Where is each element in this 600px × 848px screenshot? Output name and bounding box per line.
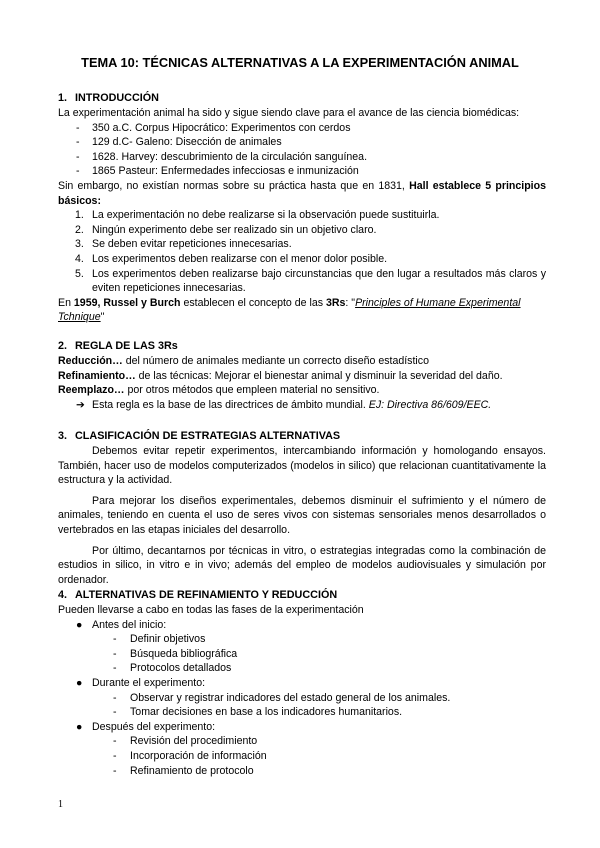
list-item: - 129 d.C- Galeno: Disección de animales	[58, 135, 546, 150]
section-title: ALTERNATIVAS DE REFINAMIENTO Y REDUCCIÓN	[75, 589, 338, 601]
section-heading	[58, 588, 546, 603]
list-item	[58, 720, 546, 778]
bold-text: 1959, Russel y Burch	[73, 296, 181, 309]
rule-text: de las técnicas: Mejorar el bienestar animal y disminuir la severidad del daño.	[135, 369, 503, 382]
section-number: 3.	[58, 430, 68, 442]
paragraph: Para mejorar los diseños experimentales, debemos disminuir el sufrimiento y el número de animales, teniendo en cuenta el uso de seres vivos con sistemas sensoriales menos desarrollados o vertebrados en las etapas iniciales del desarrollo.	[58, 494, 546, 536]
phases-list	[58, 618, 546, 779]
rule-reduccion	[58, 354, 546, 369]
paragraph: Debemos evitar repetir experimentos, intercambiando información y homologando ensayos. También, hacer uso de modelos computerizados (modelos in silico) que relacionan cuantitativamente la estructura y la actividad.	[58, 445, 546, 487]
sub-list-item: - Protocolos detallados	[58, 661, 546, 676]
sub-list	[92, 734, 546, 778]
bullet-icon: ●	[76, 618, 83, 631]
sub-list-item: - Tomar decisiones en base a los indicadores humanitarios.	[58, 705, 546, 720]
book-title: Principles of Humane Experimental Tchnique	[58, 296, 521, 324]
document-title: TEMA 10: TÉCNICAS ALTERNATIVAS A LA EXPERIMENTACIÓN ANIMAL	[81, 55, 519, 70]
phase-label: Antes del inicio:	[92, 618, 167, 631]
section-heading	[58, 91, 546, 106]
italic-text: EJ: Directiva 86/609/EEC.	[368, 398, 492, 411]
list-item: 1. La experimentación no debe realizarse si la observación puede sustituirla.	[75, 209, 440, 222]
bold-text: 3Rs	[325, 296, 346, 309]
bullet-icon: ●	[76, 676, 83, 689]
section-clasificacion	[58, 429, 546, 587]
phase-label: Después del experimento:	[92, 720, 216, 733]
section-regla-3rs	[58, 339, 546, 412]
sub-list-item: - Revisión del procedimiento	[58, 734, 546, 749]
list-item: - 1865 Pasteur: Enfermedades infecciosas e inmunización	[58, 164, 546, 179]
hall-bold-text: Hall establece 5 principios básicos:	[58, 179, 546, 207]
sub-list-item: - Búsqueda bibliográfica	[58, 647, 546, 662]
section-heading	[58, 339, 546, 354]
text: establecen el concepto de las	[180, 296, 326, 309]
history-list	[58, 121, 546, 179]
page-number: 1	[58, 799, 63, 810]
list-item	[58, 676, 546, 720]
intro-paragraph: La experimentación animal ha sido y sigue siendo clave para el avance de las ciencia biomédicas:	[58, 107, 520, 119]
principle-text: Los experimentos deben realizarse con el menor dolor posible.	[92, 252, 388, 265]
section-heading	[58, 429, 546, 444]
rule-text: por otros métodos que empleen material no sensitivo.	[124, 384, 380, 397]
intro-paragraph: Pueden llevarse a cabo en todas las fases de la experimentación	[58, 604, 364, 616]
hall-text: Sin embargo, no existían normas sobre su práctica hasta que en 1831,	[58, 179, 410, 192]
list-item: 5. Los experimentos deben realizarse bajo circunstancias que den lugar a resultados más claros y eviten repeticiones innecesarias.	[75, 267, 546, 295]
rule-term: Reemplazo…	[58, 384, 125, 397]
hall-paragraph	[58, 179, 546, 208]
principle-text: La experimentación no debe realizarse si la observación puede sustituirla.	[92, 209, 440, 222]
arrow-list	[58, 398, 546, 413]
principle-text: Ningún experimento debe ser realizado sin un objetivo claro.	[92, 223, 377, 236]
principles-list	[58, 208, 546, 296]
list-item	[58, 398, 546, 413]
list-item: - 350 a.C. Corpus Hipocrático: Experimentos con cerdos	[58, 121, 546, 136]
sub-list	[92, 632, 546, 676]
bullet-icon: ●	[76, 720, 83, 733]
principle-text: Se deben evitar repeticiones innecesarias.	[92, 238, 292, 251]
rule-term: Refinamiento…	[58, 369, 136, 382]
rule-reemplazo	[58, 383, 546, 398]
text: "	[100, 311, 105, 324]
section-number: 4.	[58, 589, 68, 601]
list-item: 2. Ningún experimento debe ser realizado sin un objetivo claro.	[75, 223, 377, 236]
list-item: - 1628. Harvey: descubrimiento de la circulación sanguínea.	[58, 150, 546, 165]
sub-list-item: - Observar y registrar indicadores del estado general de los animales.	[58, 691, 546, 706]
rule-text: del número de animales mediante un correcto diseño estadístico	[122, 355, 429, 367]
section-number: 1.	[58, 92, 68, 104]
sub-list	[92, 691, 546, 720]
text: En	[58, 296, 74, 309]
text: Esta regla es la base de las directrices de ámbito mundial.	[92, 398, 369, 411]
section-title: CLASIFICACIÓN DE ESTRATEGIAS ALTERNATIVAS	[75, 430, 341, 442]
list-item	[58, 618, 546, 676]
phase-label: Durante el experimento:	[92, 676, 206, 689]
arrow-icon: ➔	[76, 398, 85, 411]
sub-list-item: - Refinamiento de protocolo	[58, 764, 546, 779]
sub-list-item: - Definir objetivos	[58, 632, 546, 647]
section-alternativas	[58, 588, 546, 778]
principle-text: Los experimentos deben realizarse bajo circunstancias que den lugar a resultados más claros y eviten repeticiones innecesarias.	[92, 267, 546, 295]
section-title: INTRODUCCIÓN	[75, 92, 159, 104]
section-introduccion	[58, 91, 546, 325]
text: : "	[345, 296, 356, 309]
russel-burch-paragraph	[58, 296, 546, 325]
list-item: 4. Los experimentos deben realizarse con el menor dolor posible.	[75, 252, 388, 265]
section-title: REGLA DE LAS 3Rs	[75, 340, 178, 352]
rule-term: Reducción…	[58, 355, 123, 367]
section-number: 2.	[58, 340, 68, 352]
rule-refinamiento	[58, 369, 546, 384]
list-item: 3. Se deben evitar repeticiones innecesarias.	[75, 238, 292, 251]
sub-list-item: - Incorporación de información	[58, 749, 546, 764]
paragraph: Por último, decantarnos por técnicas in vitro, o estrategias integradas como la combinación de estudios in silico, in vitro e in vivo; además del empleo de modelos audiovisuales y simulación por ordenador.	[58, 544, 546, 586]
